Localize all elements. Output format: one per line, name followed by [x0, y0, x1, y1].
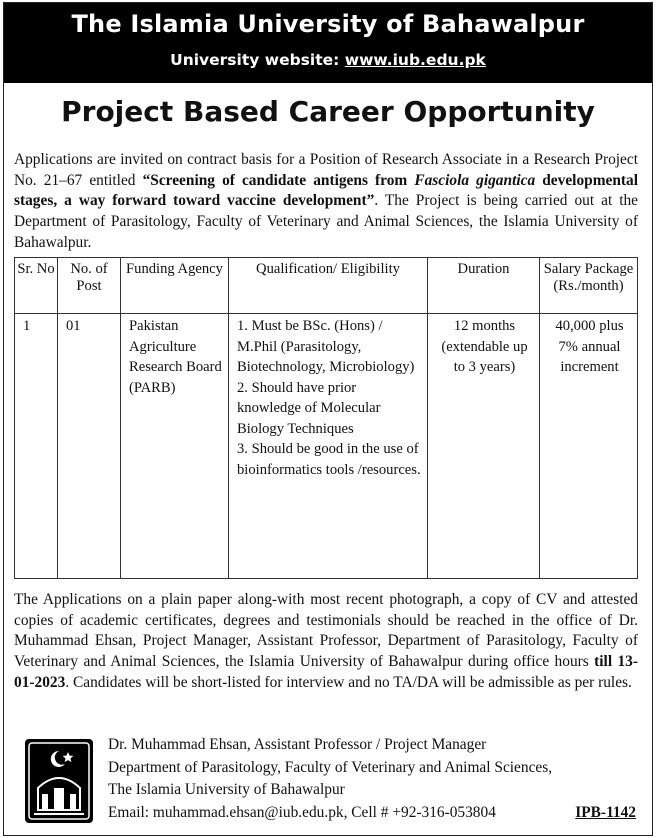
cell-sr: 1: [15, 314, 58, 579]
header-duration: Duration: [428, 258, 540, 314]
table-header-row: [15, 258, 638, 314]
cell-qualification: [229, 314, 428, 579]
header-banner: [4, 3, 652, 83]
advertisement-frame: [3, 2, 653, 836]
university-website: [4, 51, 652, 69]
contact-university: The Islamia University of Bahawalpur: [108, 781, 345, 798]
header-posts: No. of Post: [58, 258, 121, 314]
project-title: “Screening of candidate antigens from Fasciola gigantica developmental stages, a way forward toward vaccine development”: [14, 171, 639, 210]
header-salary: Salary Package (Rs./month): [540, 258, 638, 314]
intro-paragraph: [14, 150, 638, 254]
cell-posts: 01: [58, 314, 121, 579]
intro-text: Applications are invited on contract basis for a Position of Research Associate in a Research Project No. 21–67 entitled: [14, 151, 638, 189]
university-crest-icon: [24, 738, 94, 824]
application-text: The Applications on a plain paper along-with most recent photograph, a copy of CV and attested copies of academic certificates, degrees and testimonials should be reached in the office of Dr. Muhammad Ehsan, Project Manager, Assistant Professor, Department of Parasitology, Faculty of Veterinary and Animal Sciences, the Islamia University of Bahawalpur during office hours: [14, 591, 638, 671]
intro-text-end: . The Project is being carried out at the Department of Parasitology, Faculty of Veterinary and Animal Sciences, the Islamia University of Bahawalpur.: [14, 192, 638, 251]
cell-salary: 40,000 plus 7% annual increment: [540, 314, 638, 579]
header-agency: Funding Agency: [121, 258, 229, 314]
species-name: Fasciola gigantica: [414, 171, 536, 189]
qualification-item: 3. Should be good in the use of bioinformatics tools /resources.: [237, 441, 421, 478]
positions-table: [14, 257, 638, 579]
page-title: Project Based Career Opportunity: [61, 95, 595, 128]
contact-email-phone: [108, 802, 636, 825]
qualification-item: 2. Should have prior knowledge of Molecular Biology Techniques: [237, 379, 381, 437]
qualification-item: 1. Must be BSc. (Hons) / M.Phil (Parasitology, Biotechnology, Microbiology): [237, 318, 415, 375]
contact-block: [108, 734, 636, 824]
university-name: The Islamia University of Bahawalpur: [71, 10, 585, 38]
contact-department: Department of Parasitology, Faculty of Veterinary and Animal Sciences,: [108, 758, 553, 776]
website-label: University website:: [170, 51, 340, 69]
cell-duration: 12 months (extendable up to 3 years): [428, 314, 540, 579]
cell-agency: Pakistan Agriculture Research Board (PARB): [121, 314, 229, 579]
website-url[interactable]: www.iub.edu.pk: [344, 51, 486, 69]
header-qualification: Qualification/ Eligibility: [229, 258, 428, 314]
contact-email[interactable]: Email: muhammad.ehsan@iub.edu.pk, Cell # +92-316-053804: [108, 803, 496, 821]
contact-name: Dr. Muhammad Ehsan, Assistant Professor / Project Manager: [108, 736, 487, 753]
ad-reference: IPB-1142: [575, 803, 636, 821]
deadline: till 13-01-2023: [14, 653, 638, 691]
application-text-end: . Candidates will be short-listed for interview and no TA/DA will be admissible as per rules.: [65, 673, 632, 691]
header-sr: Sr. No: [15, 258, 58, 314]
table-row: [15, 314, 638, 579]
application-paragraph: [14, 590, 638, 694]
